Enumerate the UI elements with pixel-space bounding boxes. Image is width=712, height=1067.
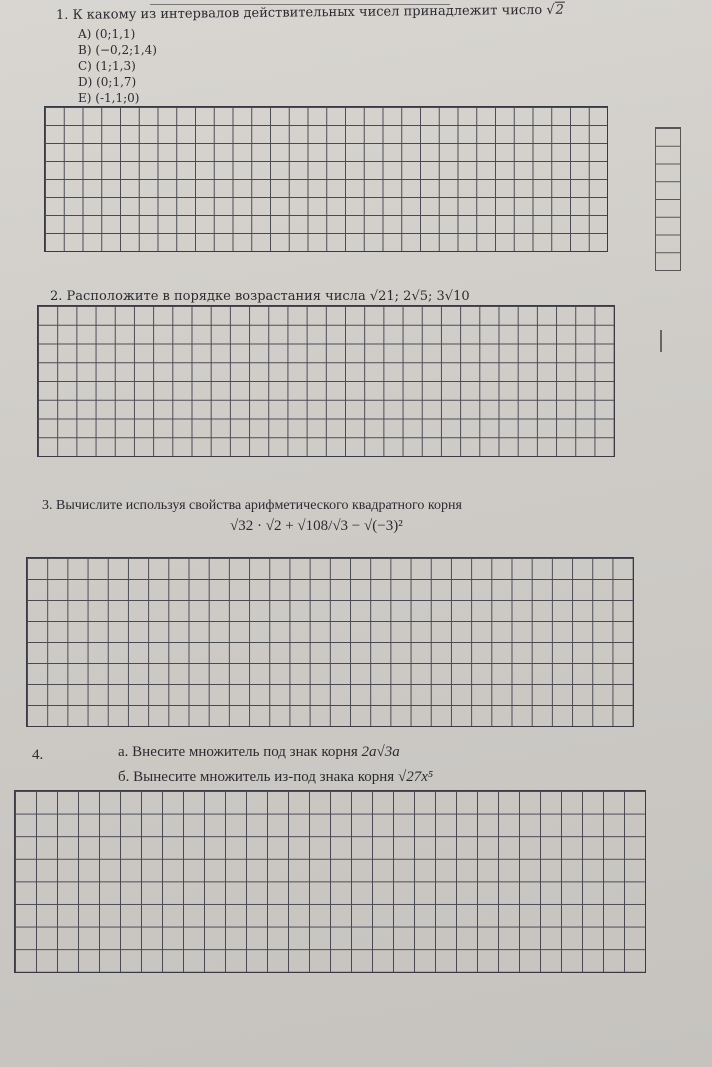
question-2-numbers: √21; 2√5; 3√10 [369, 289, 470, 304]
option-c: C) (1;1,3) [78, 59, 136, 73]
answer-grid-3[interactable] [26, 557, 634, 727]
option-d: D) (0;1,7) [78, 75, 137, 89]
question-1-text: 1. К какому из интервалов действительных чисел принадлежит число [55, 2, 543, 23]
option-e: E) (-1,1;0) [78, 91, 140, 105]
question-4b [118, 769, 433, 786]
question-4a-text: а. Внесите множитель под знак корня [118, 744, 358, 760]
answer-grid-4[interactable] [14, 790, 646, 973]
question-2 [50, 289, 470, 304]
side-mark [660, 330, 662, 352]
question-4b-text: б. Вынесите множитель из-под знака корня [118, 769, 395, 785]
question-3-text: 3. Вычислите используя свойства арифметического квадратного корня [42, 498, 462, 513]
question-1: 1. К какому из интервалов действительных чисел принадлежит число √2 [55, 2, 564, 23]
side-grid-strip [655, 127, 681, 271]
option-a: A) (0;1,1) [78, 27, 136, 41]
answer-grid-2[interactable] [37, 305, 615, 457]
question-4a [118, 744, 400, 761]
question-4-number: 4. [32, 747, 44, 763]
question-4a-expression: 2a√3a [361, 744, 400, 760]
question-2-text: 2. Расположите в порядке возрастания числа [50, 289, 366, 304]
option-b: B) (−0,2;1,4) [78, 43, 157, 57]
question-4b-expression: √27x⁵ [397, 769, 434, 785]
question-1-root: 2 [555, 2, 564, 18]
answer-grid-1[interactable] [44, 106, 608, 252]
question-3-expression: √32 · √2 + √108/√3 − √(−3)² [230, 518, 403, 534]
